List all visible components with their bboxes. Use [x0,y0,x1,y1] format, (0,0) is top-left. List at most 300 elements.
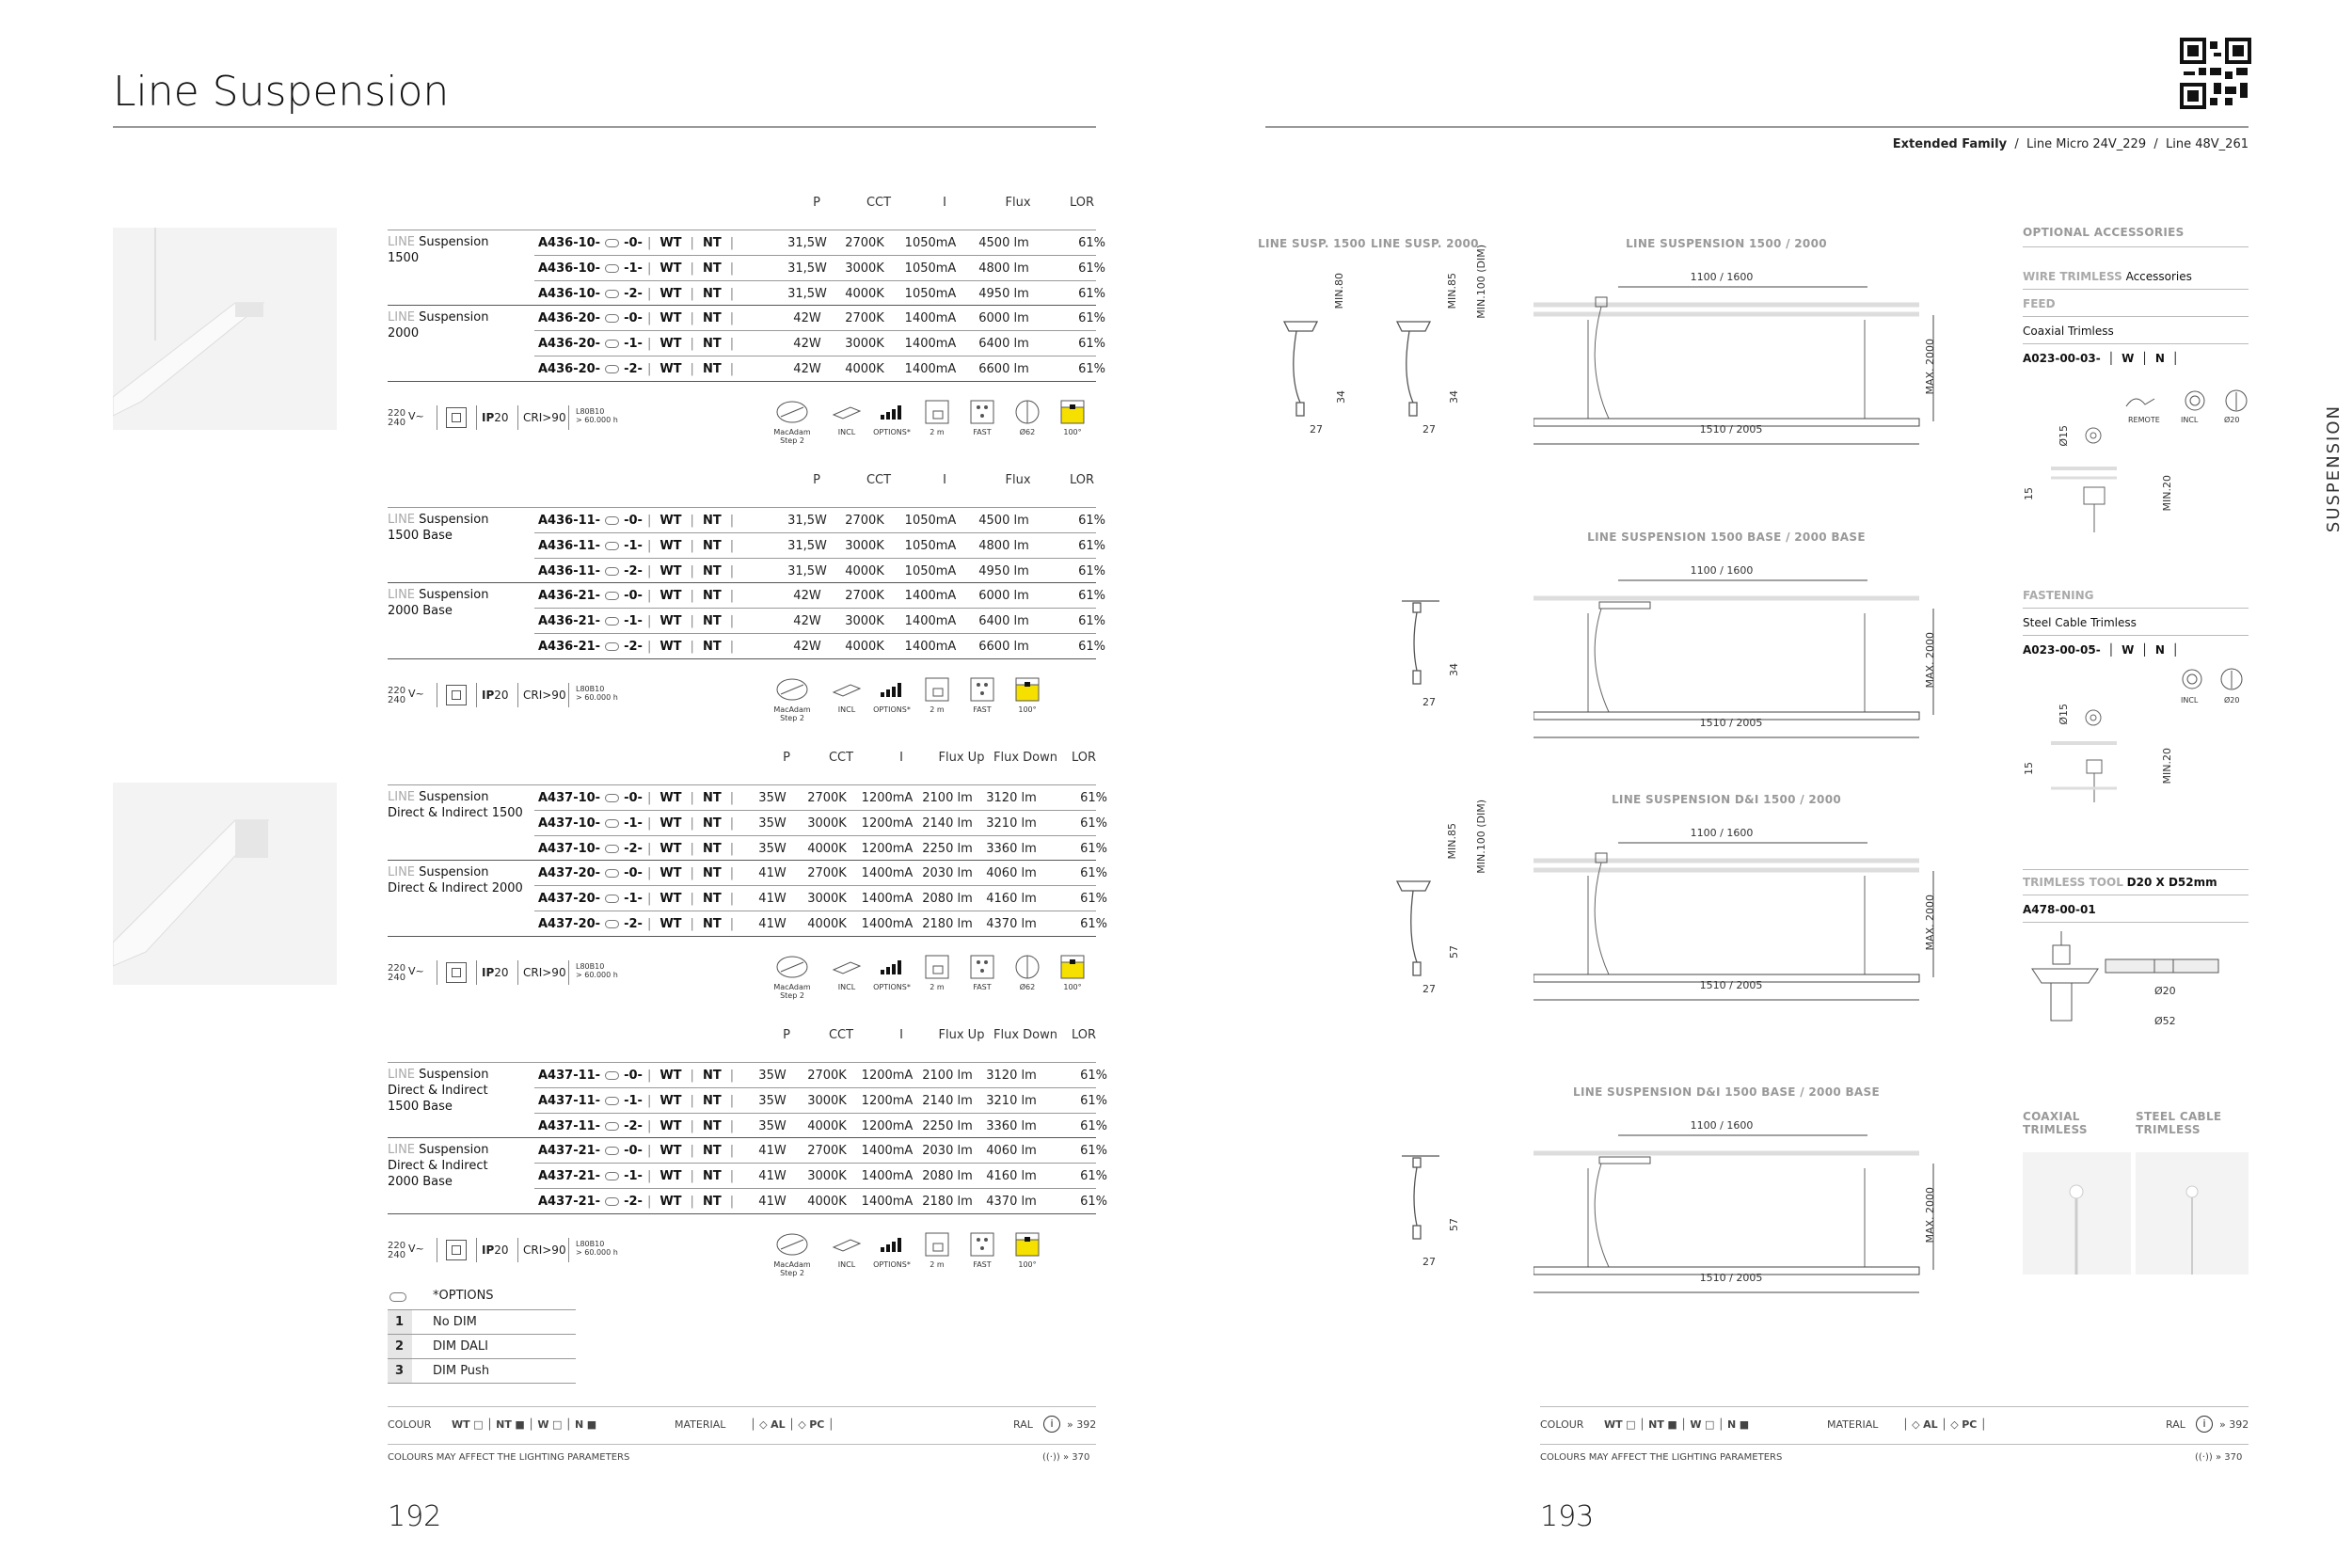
breadcrumb-family[interactable]: Extended Family [1892,137,2008,151]
table-cell: 31,5W [787,538,827,553]
trimless-tool-drawing [2023,931,2249,1035]
table-cell: 1200mA [861,1093,914,1108]
table-cell: 61% [1080,791,1107,805]
table-cell: 2700K [845,236,884,250]
macadam-icon: MacAdam Step 2 [773,677,817,724]
column-header: I [899,751,903,765]
class-ii-icon [446,962,467,983]
article-code[interactable]: A437-21- -2- | WT | NT | [538,1195,735,1209]
cable-icon: 2 m [918,955,961,1002]
table-cell: 35W [758,816,787,831]
product-group-label [388,1142,489,1190]
table-cell: 35W [758,791,787,805]
life-hours: > 60.000 h [576,1247,618,1257]
article-code[interactable]: A436-21- -1- | WT | NT | [538,614,735,629]
table-cell: 3000K [807,816,847,831]
spec-strip: 220 240 V~ IP20 CRI>90 L80B10 > 60.000 h MacAdam Step 2 INCL OPTIONS* 2 m FAST 100° [388,677,1096,726]
fast-connector-icon: FAST [963,955,1007,1002]
dim-34-a: 34 [1335,390,1347,404]
product-variant: Direct & Indirect [388,1159,488,1174]
article-code[interactable]: A437-10- -0- | WT | NT | [538,791,735,805]
class-ii-icon [446,685,467,705]
elevation-drawing: LINE SUSPENSION 1500 BASE / 2000 BASE 1100 / 1600 MAX. 2000 1510 / 2005 [1534,529,1947,745]
row-rule [534,280,1096,281]
info-icon[interactable]: i [1043,1416,1060,1433]
table-cell: 2180 lm [922,1195,973,1209]
diameter-icon: Ø62 [1009,955,1052,1002]
row-rule [534,633,1096,634]
voltage-unit: V~ [408,409,424,422]
colour-note: COLOURS MAY AFFECT THE LIGHTING PARAMETERS [388,1452,630,1463]
table-cell: 2700K [845,514,884,528]
table-cell: 1050mA [904,538,957,553]
table-cell: 4500 lm [978,236,1029,250]
ref-370-right: ((·)) » 370 [2195,1452,2243,1463]
column-header: LOR [1069,196,1095,210]
tool-size: D20 X D52mm [2126,876,2217,889]
product-line-prefix: LINE [388,310,416,325]
column-header: Flux [1005,473,1031,487]
table-cell: 1050mA [904,286,957,301]
driver-incl-icon: INCL [828,955,871,1002]
article-code[interactable]: A436-10- -2- | WT | NT | [538,286,735,301]
table-cell: 2140 lm [922,1093,973,1108]
table-cell: 4500 lm [978,514,1029,528]
table-cell: 41W [758,1169,787,1184]
article-code[interactable]: A437-10- -2- | WT | NT | [538,841,735,856]
table-cell: 61% [1078,563,1105,578]
table-cell: 61% [1080,841,1107,856]
row-rule [534,885,1096,886]
table-cell: 4000K [845,563,884,578]
row-rule [534,1188,1096,1189]
table-cell: 6400 lm [978,337,1029,352]
dim-27-a: 27 [1310,423,1323,436]
table-cell: 1400mA [904,589,957,604]
beam-angle-icon: 100° [1009,1232,1052,1279]
driver-incl-icon: INCL [828,677,871,724]
table-cell: 6400 lm [978,614,1029,629]
table-cell: 61% [1080,816,1107,831]
colour-wt-r: WT [1604,1418,1623,1431]
spec-strip: 220 240 V~ IP20 CRI>90 L80B10 > 60.000 h MacAdam Step 2 INCL OPTIONS* 2 m FAST Ø62 100° [388,955,1096,1004]
table-cell: 4000K [807,1195,847,1209]
article-code[interactable]: A437-20- -0- | WT | NT | [538,866,735,881]
wire-trimless-label: WIRE TRIMLESS [2023,270,2122,283]
table-cell: 3210 lm [986,816,1037,831]
table-cell: 4160 lm [986,892,1037,907]
product-variant: 2000 Base [388,1175,453,1190]
product-name: Suspension [419,513,489,527]
product-variant: 1500 [388,251,420,265]
life-hours: > 60.000 h [576,415,618,424]
cri-value: CRI>90 [523,410,566,424]
column-header: P [813,196,820,210]
product-group-label [388,864,523,896]
material-label: MATERIAL [675,1418,726,1431]
table-cell: 1050mA [904,261,957,276]
right-rule [1265,126,2249,128]
tool-label: TRIMLESS TOOL [2023,876,2123,889]
dim-34-b: 34 [1448,390,1460,404]
life-l80b10: L80B10 [576,1239,605,1248]
macadam-icon: MacAdam Step 2 [773,955,817,1002]
ip-value: 20 [494,1243,509,1257]
table-cell: 2080 lm [922,1169,973,1184]
table-cell: 4060 lm [986,1144,1037,1159]
table-cell: 6000 lm [978,589,1029,604]
table-cell: 61% [1078,261,1105,276]
table-cell: 35W [758,841,787,856]
option-ring-icon [605,264,619,273]
table-cell: 61% [1080,1169,1107,1184]
option-ring-icon [605,869,619,878]
table-cell: 1400mA [904,311,957,326]
driver-incl-icon: INCL [828,400,871,447]
table-cell: 1200mA [861,1118,914,1133]
dim-27-e: 27 [1422,1256,1436,1268]
table-cell: 61% [1078,362,1105,376]
title-rule [113,126,1096,128]
table-cell: 61% [1078,589,1105,604]
table-cell: 61% [1078,236,1105,250]
row-rule [534,330,1096,331]
ral-label-r: RAL [2166,1418,2185,1431]
incl-label-b: INCL [2181,696,2199,705]
elevation-drawing: LINE SUSPENSION 1500 / 2000 1100 / 1600 MAX. 2000 1510 / 2005 [1534,235,1947,451]
column-header: CCT [828,751,854,765]
article-code[interactable]: A437-11- -2- | WT | NT | [538,1118,735,1133]
table-cell: 61% [1080,866,1107,881]
table-cell: 1400mA [904,640,957,654]
option-ring-icon [605,290,619,298]
cri-value: CRI>90 [523,1243,566,1257]
feed-label: FEED [2023,297,2056,310]
fast-connector-icon: FAST [963,677,1007,724]
cable-icon: 2 m [918,1232,961,1279]
dim-34-c: 34 [1448,663,1460,676]
product-line-prefix: LINE [388,588,416,603]
column-header: LOR [1071,1028,1097,1042]
column-header: P [813,473,820,487]
article-code[interactable]: A437-21- -0- | WT | NT | [538,1144,735,1159]
option-ring-icon [605,895,619,903]
ip-label: IP [482,1243,495,1257]
product-variant: Direct & Indirect 2000 [388,881,523,896]
material-label-r: MATERIAL [1827,1418,1879,1431]
article-code[interactable]: A437-10- -1- | WT | NT | [538,816,735,831]
steel-code: A023-00-05- [2023,643,2101,657]
table-cell: 4160 lm [986,1169,1037,1184]
table-cell: 3000K [807,1169,847,1184]
column-header: Flux Down [993,751,1057,765]
table-cell: 6600 lm [978,362,1029,376]
article-code[interactable]: A437-11- -0- | WT | NT | [538,1069,735,1083]
table-cell: 1200mA [861,841,914,856]
column-header: Flux Up [938,751,985,765]
table-cell: 2140 lm [922,816,973,831]
table-cell: 3000K [845,538,884,553]
row-rule [388,860,1096,861]
table-top-rule [388,784,1096,785]
table-cell: 42W [793,362,821,376]
table-cell: 31,5W [787,514,827,528]
product-group-label [388,512,489,544]
product-group-label [388,309,489,341]
tool-panel [2023,869,2249,923]
voltage-unit: V~ [408,964,424,977]
steel-section-drawing [2023,704,2117,807]
table-cell: 3000K [845,614,884,629]
table-cell: 1400mA [861,1195,914,1209]
steel-n: N [2154,643,2165,657]
macadam-icon: MacAdam Step 2 [773,400,817,447]
table-cell: 42W [793,589,821,604]
ip-label: IP [482,965,495,979]
option-ring-icon [605,1147,619,1155]
coaxial-photo-caption: COAXIAL TRIMLESS [2023,1110,2088,1136]
article-code[interactable]: A436-10- -1- | WT | NT | [538,261,735,276]
dim-15-b: 15 [2023,762,2035,775]
table-cell: 61% [1078,286,1105,301]
row-rule [534,255,1096,256]
dim-tool-d52: Ø52 [2154,1015,2176,1027]
row-rule [388,658,1096,659]
table-cell: 31,5W [787,236,827,250]
dim-min85-b: MIN.85 [1446,823,1458,860]
coaxial-icons [2122,388,2253,414]
table-cell: 2700K [807,1144,847,1159]
drawing-label-susp2000: LINE SUSP. 2000 [1371,237,1479,250]
option-ring-icon [605,819,619,828]
beam-angle-icon: 100° [1054,955,1097,1002]
ip-value: 20 [494,688,509,702]
option-number: 3 [395,1364,405,1378]
product-name: Suspension [419,1143,489,1158]
dim-57-b: 57 [1448,1218,1460,1231]
class-ii-icon [446,1240,467,1260]
di-canopy-drawing [1392,870,1458,983]
option-ring-icon [605,1097,619,1105]
table-cell: 4000K [807,1118,847,1133]
product-name: Suspension [419,235,489,249]
table-cell: 61% [1080,1118,1107,1133]
option-ring-icon [389,1292,406,1302]
table-cell: 6600 lm [978,640,1029,654]
table-cell: 1050mA [904,236,957,250]
article-code[interactable]: A436-21- -0- | WT | NT | [538,589,735,604]
breadcrumb-link-micro[interactable]: Line Micro 24V_229 [2026,137,2147,151]
fastening-label: FASTENING [2023,589,2094,602]
product-line-prefix: LINE [388,1068,416,1082]
table-cell: 1200mA [861,1069,914,1083]
product-variant: 1500 Base [388,1100,453,1114]
voltage-unit: V~ [408,1242,424,1255]
table-cell: 1200mA [861,816,914,831]
product-line-prefix: LINE [388,865,416,880]
article-code[interactable]: A437-11- -1- | WT | NT | [538,1093,735,1108]
table-cell: 31,5W [787,563,827,578]
article-code[interactable]: A436-20- -2- | WT | NT | [538,362,735,376]
column-header: Flux Up [938,1028,985,1042]
column-header: I [943,473,946,487]
table-cell: 42W [793,337,821,352]
article-code[interactable]: A436-11- -1- | WT | NT | [538,538,735,553]
row-rule [388,1213,1096,1214]
table-top-rule [388,507,1096,508]
table-cell: 35W [758,1118,787,1133]
ip-value: 20 [494,410,509,424]
table-cell: 1400mA [904,614,957,629]
product-name: Suspension [419,310,489,325]
page-number-right: 193 [1540,1500,1595,1533]
colour-nt: NT [496,1418,512,1431]
table-cell: 61% [1078,614,1105,629]
article-code[interactable]: A436-11- -2- | WT | NT | [538,563,735,578]
row-rule [388,936,1096,937]
steel-w: W [2122,643,2135,657]
option-ring-icon [605,314,619,323]
column-header: I [899,1028,903,1042]
spec-strip: 220 240 V~ IP20 CRI>90 L80B10 > 60.000 h MacAdam Step 2 INCL OPTIONS* 2 m FAST Ø62 100° [388,400,1096,449]
product-variant: Direct & Indirect 1500 [388,806,523,820]
dim-min20-a: MIN.20 [2161,475,2173,512]
table-cell: 1400mA [861,866,914,881]
cable-icon: 2 m [918,400,961,447]
ref-370-left: ((·)) » 370 [1042,1452,1090,1463]
dim-15-a: 15 [2023,487,2035,500]
article-code[interactable]: A436-10- -0- | WT | NT | [538,236,735,250]
article-code[interactable]: A437-20- -2- | WT | NT | [538,917,735,931]
option-text: DIM Push [433,1364,490,1378]
cri-value: CRI>90 [523,965,566,979]
driver-incl-icon: INCL [828,1232,871,1279]
coaxial-section-drawing [2023,421,2117,534]
column-header: Flux Down [993,1028,1057,1042]
table-cell: 4370 lm [986,917,1037,931]
page-title: Line Suspension [113,68,450,116]
column-header: I [943,196,946,210]
dim-min80: MIN.80 [1333,273,1345,309]
table-cell: 4800 lm [978,538,1029,553]
row-rule [534,558,1096,559]
column-header: LOR [1071,751,1097,765]
table-cell: 2250 lm [922,841,973,856]
voltage-unit: V~ [408,687,424,700]
options-table [388,1289,576,1384]
steel-trimless-photo [2136,1152,2249,1275]
table-cell: 3210 lm [986,1093,1037,1108]
option-ring-icon [605,845,619,853]
table-cell: 42W [793,640,821,654]
table-cell: 61% [1078,640,1105,654]
table-cell: 31,5W [787,286,827,301]
table-cell: 3000K [845,261,884,276]
colour-label: COLOUR [388,1418,432,1431]
article-code[interactable]: A437-21- -1- | WT | NT | [538,1169,735,1184]
qr-code-icon[interactable] [2180,38,2251,109]
table-cell: 1400mA [861,1169,914,1184]
table-cell: 4370 lm [986,1195,1037,1209]
table-cell: 41W [758,866,787,881]
base-canopy-drawing-2 [1402,1152,1449,1246]
steel-cable-trimless: Steel Cable Trimless [2023,616,2137,629]
colour-label-r: COLOUR [1540,1418,1584,1431]
table-cell: 61% [1080,1093,1107,1108]
column-header: P [783,751,790,765]
ceiling-canopy-drawings [1261,310,1468,451]
dim-min100: MIN.100 (DIM) [1475,245,1487,319]
option-ring-icon [605,1071,619,1080]
table-cell: 61% [1080,892,1107,907]
product-name: Suspension [419,1068,489,1082]
ip-label: IP [482,688,495,702]
option-ring-icon [605,239,619,247]
cri-value: CRI>90 [523,688,566,702]
table-cell: 2030 lm [922,866,973,881]
table-cell: 3120 lm [986,791,1037,805]
option-row [388,1334,576,1358]
article-code[interactable]: A436-20- -0- | WT | NT | [538,311,735,326]
row-rule [388,381,1096,382]
column-header: CCT [866,196,892,210]
option-text: DIM DALI [433,1339,488,1354]
table-cell: 2030 lm [922,1144,973,1159]
table-cell: 3360 lm [986,1118,1037,1133]
option-ring-icon [605,617,619,626]
option-number: 2 [395,1339,405,1354]
product-variant: 1500 Base [388,529,453,543]
dim-27-d: 27 [1422,983,1436,995]
row-rule [534,835,1096,836]
row-rule [534,1163,1096,1164]
colour-bar-right: COLOUR WT □ │ NT ■ │ W □ │ N ■ MATERIAL │ ◇ AL │ ◇ PC │ RAL i » 392 [1540,1418,2249,1431]
table-cell: 42W [793,311,821,326]
breadcrumb-link-48v[interactable]: Line 48V_261 [2166,137,2249,151]
breadcrumb: Extended Family / Line Micro 24V_229 / Line 48V_261 [1892,137,2249,151]
dim-27-c: 27 [1422,696,1436,708]
option-number: 1 [395,1315,405,1329]
article-code[interactable]: A436-21- -2- | WT | NT | [538,640,735,654]
table-cell: 2100 lm [922,791,973,805]
option-ring-icon [605,516,619,525]
row-rule [388,305,1096,306]
dimming-options-icon: OPTIONS* [873,955,916,1002]
article-code[interactable]: A436-20- -1- | WT | NT | [538,337,735,352]
product-variant: 2000 Base [388,604,453,619]
coaxial-trimless: Coaxial Trimless [2023,325,2114,338]
product-line-prefix: LINE [388,235,416,249]
article-code[interactable]: A436-11- -0- | WT | NT | [538,514,735,528]
table-cell: 2700K [807,866,847,881]
table-cell: 4950 lm [978,286,1029,301]
table-cell: 61% [1080,1195,1107,1209]
option-row [388,1358,576,1383]
table-cell: 41W [758,1195,787,1209]
options-heading: *OPTIONS [433,1289,494,1303]
product-photo-direct-indirect [113,783,337,985]
info-icon-r[interactable]: i [2196,1416,2213,1433]
incl-label: INCL [2181,416,2199,424]
life-hours: > 60.000 h [576,692,618,702]
table-cell: 2700K [845,589,884,604]
accessories-title: OPTIONAL ACCESSORIES [2023,226,2185,239]
base-canopy-drawing-1 [1402,597,1449,691]
article-code[interactable]: A437-20- -1- | WT | NT | [538,892,735,907]
product-name: Suspension [419,588,489,603]
column-header: CCT [828,1028,854,1042]
life-l80b10: L80B10 [576,406,605,416]
